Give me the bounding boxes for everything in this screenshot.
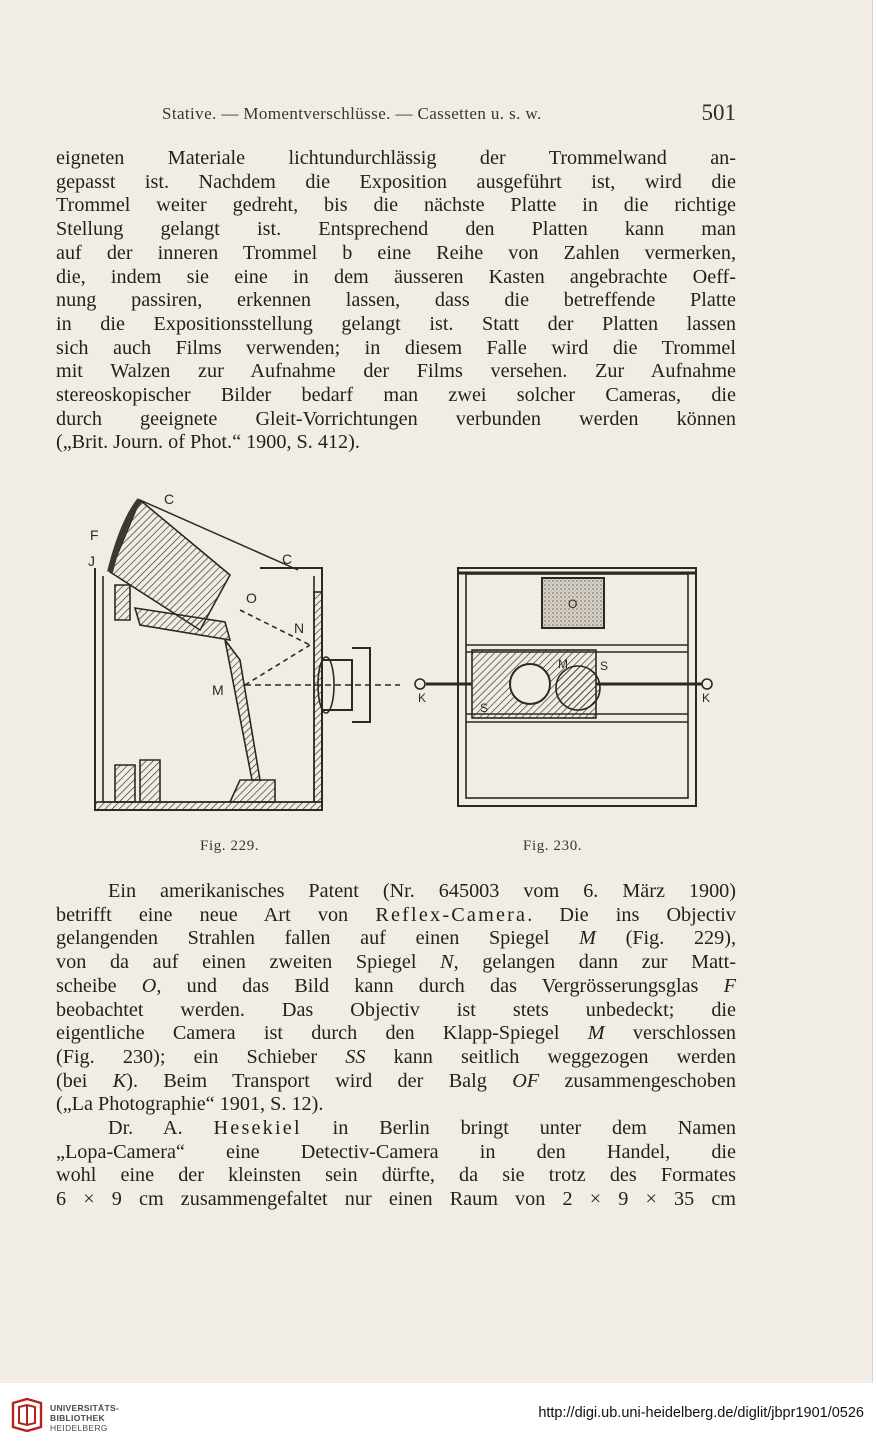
permalink-url[interactable]: http://digi.ub.uni-heidelberg.de/diglit/jbpr1901/0526 <box>538 1405 864 1421</box>
university-library-logo-icon <box>10 1397 44 1433</box>
library-name-line: BIBLIOTHEK <box>50 1413 105 1423</box>
text-line: von da auf einen zweiten Spiegel N, gelangen dann zur Matt- <box>56 951 736 974</box>
paragraph-top <box>56 147 736 455</box>
text-line: auf der inneren Trommel b eine Reihe von Zahlen vermerken, <box>56 241 736 264</box>
text-line: mit Walzen zur Aufnahme der Films versehen. Zur Aufnahme <box>56 360 736 383</box>
figure-illustrations <box>80 480 720 825</box>
fig229-caption: Fig. 229. <box>200 838 260 854</box>
text-line: beobachtet werden. Das Objectiv ist stets unbedeckt; die <box>56 998 736 1021</box>
fig230-drawing <box>415 568 712 806</box>
fig229-label-c-top: C <box>164 491 175 507</box>
text-line: Trommel weiter gedreht, bis die nächste Platte in die richtige <box>56 194 736 217</box>
library-name <box>50 1403 119 1433</box>
fig229-label-c-side: C <box>282 551 293 567</box>
fig230-label-s-right: S <box>600 659 609 673</box>
text-line: Stellung gelangt ist. Entsprechend den Platten kann man <box>56 218 736 241</box>
fig230-label-m: M <box>558 657 568 671</box>
fig230-label-o: O <box>568 597 578 611</box>
text-line: Dr. A. Hesekiel in Berlin bringt unter dem Namen <box>108 1117 736 1140</box>
text-line: durch geeignete Gleit-Vorrichtungen verbunden werden können <box>56 407 736 430</box>
paragraph-bottom <box>56 880 736 1212</box>
library-name-line: UNIVERSITÄTS- <box>50 1403 120 1413</box>
fig229-drawing <box>95 500 400 810</box>
fig229-label-m: M <box>212 682 224 698</box>
text-line: („Brit. Journ. of Phot.“ 1900, S. 412). <box>56 431 360 454</box>
viewer-footer <box>0 1383 876 1447</box>
running-title: Stative. — Momentverschlüsse. — Cassetten u. s. w. <box>162 104 542 123</box>
text-line: scheibe O, und das Bild kann durch das Vergrösserungsglas F <box>56 974 736 997</box>
text-line: (bei K). Beim Transport wird der Balg OF zusammengeschoben <box>56 1069 736 1092</box>
text-line: Ein amerikanisches Patent (Nr. 645003 vom 6. März 1900) <box>108 880 736 902</box>
text-line: („La Photographie“ 1901, S. 12). <box>56 1093 324 1116</box>
figures <box>80 480 720 825</box>
text-line: stereoskopischer Bilder bedarf man zwei solcher Cameras, die <box>56 384 736 407</box>
text-line: „Lopa-Camera“ eine Detectiv-Camera in den Handel, die <box>56 1140 736 1163</box>
text-line: eigneten Materiale lichtundurchlässig der Trommelwand an- <box>56 147 736 169</box>
running-head <box>56 100 736 130</box>
text-line: 6 × 9 cm zusammengefaltet nur einen Raum von 2 × 9 × 35 cm <box>56 1188 736 1211</box>
text-line: sich auch Films verwenden; in diesem Falle wird die Trommel <box>56 336 736 359</box>
fig230-caption: Fig. 230. <box>523 838 583 854</box>
fig229-label-j: J <box>88 553 95 569</box>
fig230-label-k-right: K <box>702 691 711 705</box>
text-line: gelangenden Strahlen fallen auf einen Spiegel M (Fig. 229), <box>56 927 736 950</box>
text-line: wohl eine der kleinsten sein dürfte, da sie trotz des Formates <box>56 1164 736 1187</box>
fig229-label-o: O <box>246 590 257 606</box>
text-line: eigentliche Camera ist durch den Klapp-Spiegel M verschlossen <box>56 1022 737 1045</box>
fig229-label-f: F <box>90 527 99 543</box>
library-name-line: HEIDELBERG <box>50 1423 108 1433</box>
fig230-label-s-left: S <box>480 701 489 715</box>
fig229-label-n: N <box>294 620 305 636</box>
text-line: die, indem sie eine in dem äusseren Kasten angebrachte Oeff- <box>56 265 736 288</box>
text-line: gepasst ist. Nachdem die Exposition ausgeführt ist, wird die <box>56 170 736 193</box>
page-number: 501 <box>701 100 736 125</box>
text-line: in die Expositionsstellung gelangt ist. Statt der Platten lassen <box>56 312 736 335</box>
text-line: nung passiren, erkennen lassen, dass die betreffende Platte <box>56 289 736 312</box>
fig230-label-k-left: K <box>418 691 427 705</box>
text-line: betrifft eine neue Art von Reflex-Camera. Die ins Objectiv <box>56 903 736 926</box>
text-line: (Fig. 230); ein Schieber SS kann seitlich weggezogen werden <box>56 1045 736 1068</box>
